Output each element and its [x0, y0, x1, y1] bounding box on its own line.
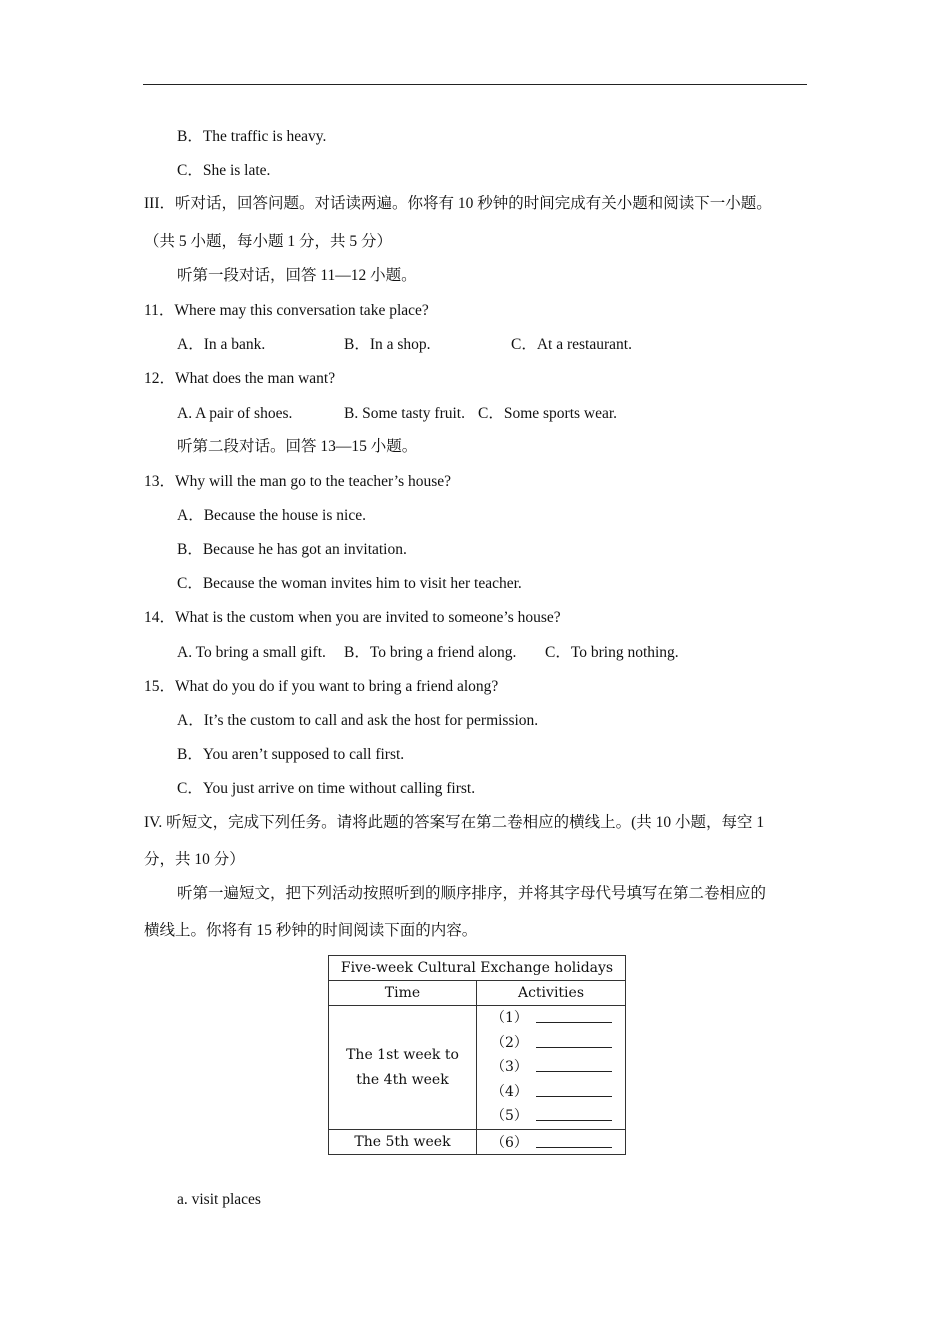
- q12-option-b: B. Some tasty fruit.: [344, 405, 465, 422]
- q13-option-a: A．Because the house is nice.: [177, 507, 366, 524]
- header-rule: [143, 84, 807, 85]
- header-time: Time: [329, 981, 477, 1006]
- blank-row: [491, 1031, 625, 1056]
- table-title: Five-week Cultural Exchange holidays: [329, 956, 626, 981]
- q11-option-b: B．In a shop.: [344, 336, 431, 353]
- answer-blank[interactable]: [536, 1133, 612, 1148]
- row-week-5-time: The 5th week: [329, 1130, 477, 1155]
- q12-option-c: C．Some sports wear.: [478, 405, 618, 422]
- blank-label: （4）: [491, 1083, 528, 1100]
- blank-label: （6）: [491, 1135, 528, 1151]
- section-4-title-cont: 分，共 10 分）: [144, 851, 245, 868]
- question-15: 15．What do you do if you want to bring a friend along?: [144, 678, 499, 695]
- answer-blank[interactable]: [536, 1008, 612, 1023]
- row-weeks-1-4-label: The 1st week to the 4th week: [346, 1046, 459, 1088]
- row-weeks-1-4-time: [329, 1006, 477, 1130]
- answer-blank[interactable]: [536, 1057, 612, 1072]
- q14-option-a: A. To bring a small gift.: [177, 644, 326, 661]
- header-activities: Activities: [477, 981, 626, 1006]
- blank-row: [491, 1006, 625, 1031]
- blank-label: （2）: [491, 1034, 528, 1051]
- schedule-table: [328, 955, 626, 1155]
- q11-option-a: A．In a bank.: [177, 336, 266, 353]
- q15-option-a: A．It’s the custom to call and ask the host for permission.: [177, 712, 539, 729]
- q14-option-b: B．To bring a friend along.: [344, 644, 517, 661]
- section-4-instruction: 听第一遍短文，把下列活动按照听到的顺序排序，并将其字母代号填写在第二卷相应的: [177, 885, 767, 902]
- q13-option-c: C．Because the woman invites him to visit her teacher.: [177, 575, 522, 592]
- q15-option-c: C．You just arrive on time without calling first.: [177, 780, 476, 797]
- row-week-5-blank: [477, 1130, 626, 1155]
- q10-option-b: B．The traffic is heavy.: [177, 128, 327, 145]
- answer-blank[interactable]: [536, 1082, 612, 1097]
- blank-label: （1）: [491, 1010, 528, 1027]
- answer-blank[interactable]: [536, 1106, 612, 1121]
- question-11: 11．Where may this conversation take place?: [144, 302, 429, 319]
- activity-item-a: a. visit places: [177, 1191, 261, 1208]
- question-12: 12．What does the man want?: [144, 370, 336, 387]
- q14-option-c: C．To bring nothing.: [545, 644, 679, 661]
- question-13: 13．Why will the man go to the teacher’s house?: [144, 473, 452, 490]
- section-4-title: IV. 听短文，完成下列任务。请将此题的答案写在第二卷相应的横线上。(共 10 小题，每空 1: [144, 814, 765, 831]
- blank-row: [491, 1055, 625, 1080]
- row-weeks-1-4-blanks: [477, 1006, 626, 1130]
- question-14: 14．What is the custom when you are invited to someone’s house?: [144, 609, 561, 626]
- blank-label: （5）: [491, 1108, 528, 1125]
- section-3-note: （共 5 小题，每小题 1 分，共 5 分）: [144, 233, 393, 250]
- blank-row: [491, 1104, 625, 1129]
- answer-blank[interactable]: [536, 1033, 612, 1048]
- dialog-1-instruction: 听第一段对话，回答 11—12 小题。: [177, 267, 417, 284]
- q10-option-c: C．She is late.: [177, 162, 271, 179]
- blank-label: （3）: [491, 1059, 528, 1076]
- section-4-instruction-cont: 横线上。你将有 15 秒钟的时间阅读下面的内容。: [144, 922, 478, 939]
- dialog-2-instruction: 听第二段对话。回答 13—15 小题。: [177, 438, 418, 455]
- q12-option-a: A. A pair of shoes.: [177, 405, 293, 422]
- blank-row: [491, 1080, 625, 1105]
- q11-option-c: C．At a restaurant.: [511, 336, 632, 353]
- q13-option-b: B．Because he has got an invitation.: [177, 541, 407, 558]
- q15-option-b: B．You aren’t supposed to call first.: [177, 746, 405, 763]
- section-3-title: III．听对话，回答问题。对话读两遍。你将有 10 秒钟的时间完成有关小题和阅读下一小题。: [144, 195, 772, 212]
